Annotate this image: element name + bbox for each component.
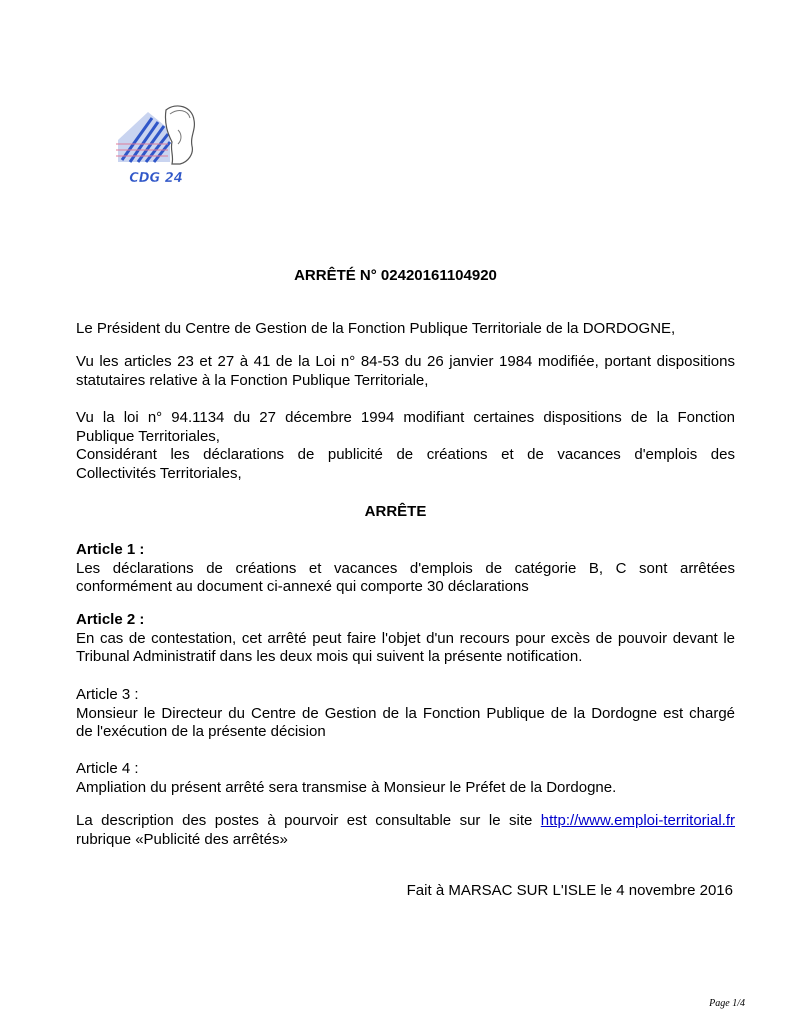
description-line-1 [76,812,735,831]
marianne-logo-icon [108,100,204,188]
intro-text: Le Président du Centre de Gestion de la Fonction Publique Territoriale de la DORDOGNE, [76,320,676,337]
article-4-title: Article 4 : [76,760,139,777]
article-2-title: Article 2 : [76,611,145,628]
vu-loi-line-2: Publique Territoriales, [76,427,220,445]
article-3 [76,686,735,742]
description-line-2: rubrique «Publicité des arrêtés» [76,830,288,848]
intro-paragraph [76,320,735,339]
article-3-line-1: Monsieur le Directeur du Centre de Gestion de la Fonction Publique de la Dordogne est chargé [76,704,735,722]
article-1-line-1: Les déclarations de créations et vacances d'emplois de catégorie B, C sont arrêtées [76,559,735,577]
considerant-line-2: Collectivités Territoriales, [76,464,242,482]
article-1-title: Article 1 : [76,541,145,558]
description-text: La description des postes à pourvoir est consultable sur le site [76,812,533,829]
vu-loi-line-1: Vu la loi n° 94.1134 du 27 décembre 1994 modifiant certaines dispositions de la Fonction [76,409,735,426]
signature-line: Fait à MARSAC SUR L'ISLE le 4 novembre 2016 [406,882,733,899]
page-number: Page 1/4 [709,998,745,1009]
article-2 [76,611,735,667]
description-paragraph [76,812,735,849]
emploi-territorial-link[interactable]: http://www.emploi-territorial.fr [540,812,736,829]
article-2-line-1: En cas de contestation, cet arrêté peut faire l'objet d'un recours pour excès de pouvoir devant le [76,629,735,647]
article-1-line-2: conformément au document ci-annexé qui comporte 30 déclarations [76,578,529,595]
article-2-line-2: Tribunal Administratif dans les deux mois qui suivent la présente notification. [76,648,583,665]
article-3-title: Article 3 : [76,686,139,703]
article-4 [76,760,735,797]
article-1 [76,541,735,597]
article-3-line-2: de l'exécution de la présente décision [76,723,326,740]
vu-articles-paragraph [76,353,735,390]
svg-text:CDG 24: CDG 24 [129,171,183,186]
vu-articles-line-2: statutaires relative à la Fonction Publique Territoriale, [76,371,429,389]
vu-articles-line-1: Vu les articles 23 et 27 à 41 de la Loi n° 84-53 du 26 janvier 1984 modifiée, portant dispositions [76,353,735,370]
arrete-heading: ARRÊTE [364,503,427,520]
vu-loi-paragraph [76,409,735,483]
cdg24-logo [108,100,204,188]
document-title: ARRÊTÉ N° 02420161104920 [294,267,497,284]
considerant-line-1: Considérant les déclarations de publicité de créations et de vacances d'emplois des [76,446,735,463]
article-4-line-1: Ampliation du présent arrêté sera transmise à Monsieur le Préfet de la Dordogne. [76,778,617,796]
